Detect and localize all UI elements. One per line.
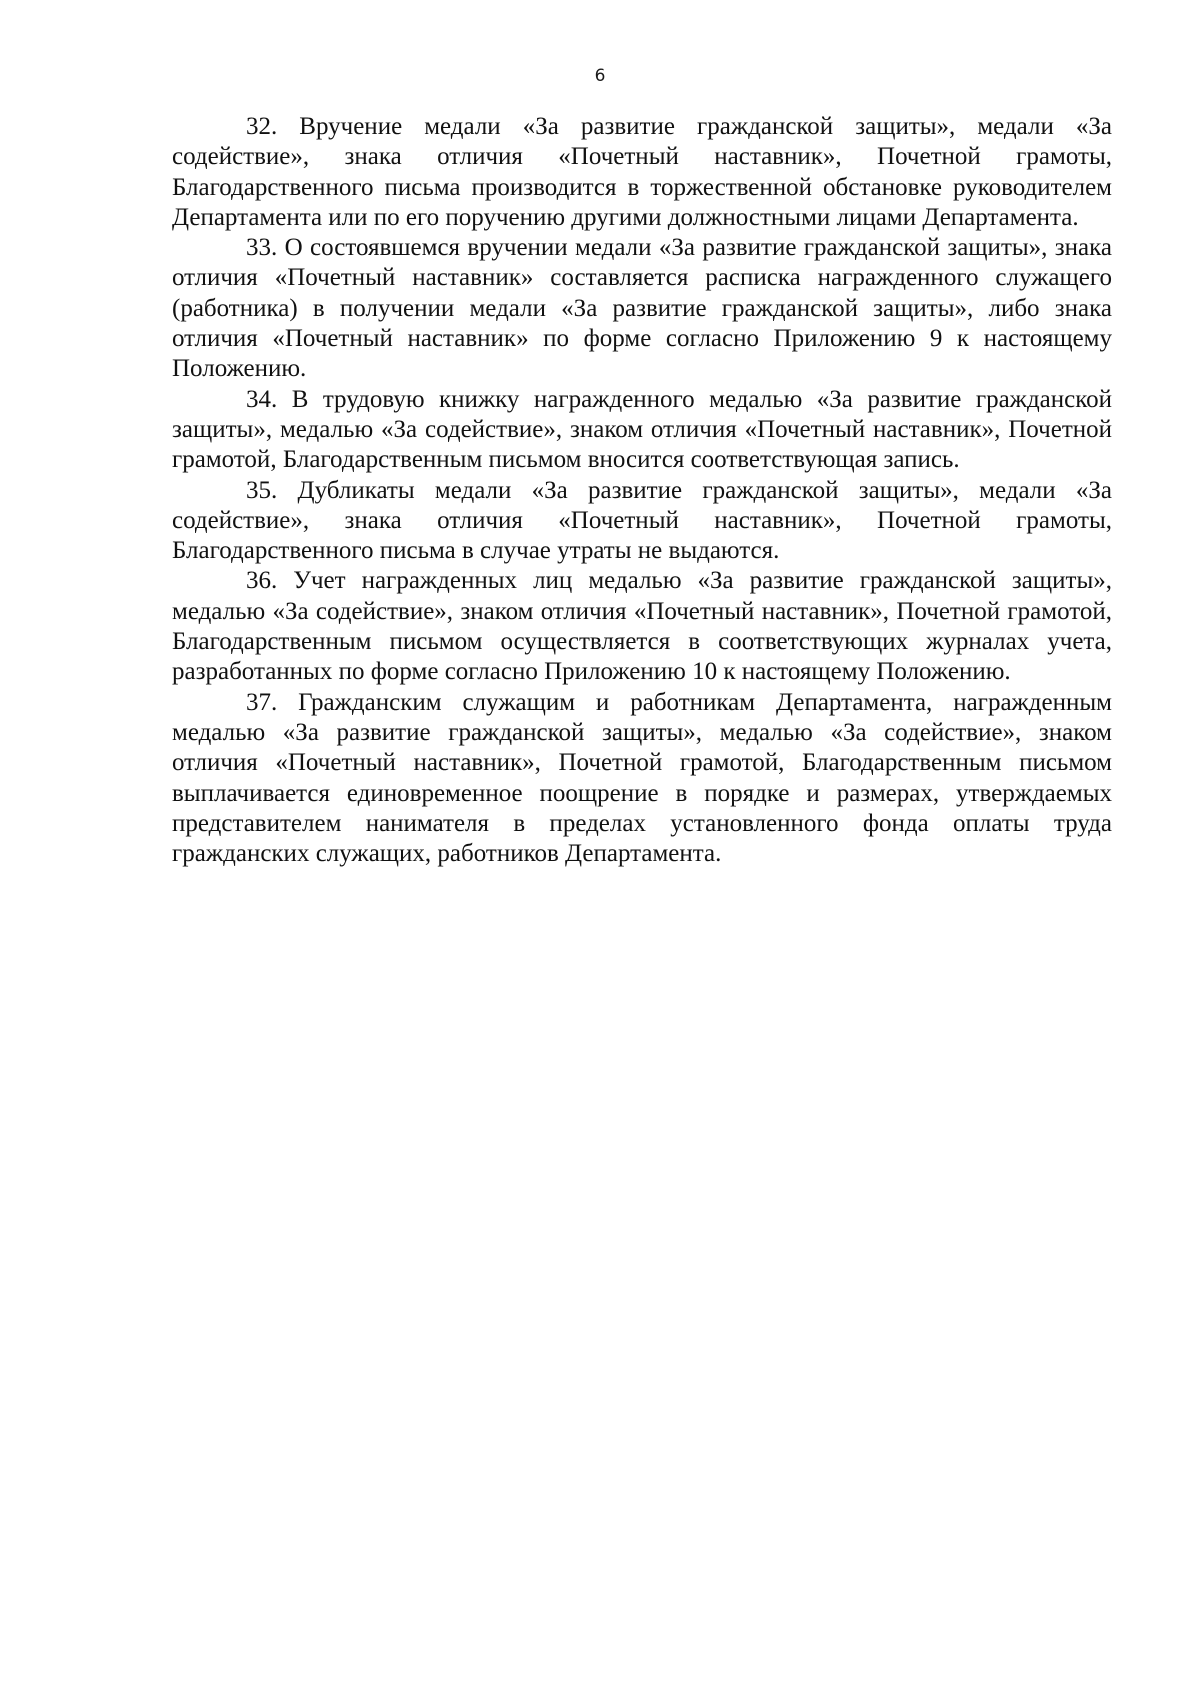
document-body <box>172 112 1112 869</box>
page-number: 6 <box>594 66 606 86</box>
paragraph-32: 32. Вручение медали «За развитие гражданской защиты», медали «За содействие», знака отличия «Почетный наставник», Почетной грамоты, Благодарственного письма производится в торжественной обстановке руководителем Департамента или по его поручению другими должностными лицами Департамента. <box>172 113 1112 231</box>
paragraph-36: 36. Учет награжденных лиц медалью «За развитие гражданской защиты», медалью «За содействие», знаком отличия «Почетный наставник», Почетной грамотой, Благодарственным письмом осуществляется в соответствующих журналах учета, разработанных по форме согласно Приложению 10 к настоящему Положению. <box>172 567 1112 686</box>
paragraph-33: 33. О состоявшемся вручении медали «За развитие гражданской защиты», знака отличия «Почетный наставник» составляется расписка награжденного служащего (работника) в получении медали «За развитие гражданской защиты», либо знака отличия «Почетный наставник» по форме согласно Приложению 9 к настоящему Положению. <box>172 234 1112 383</box>
paragraph-35: 35. Дубликаты медали «За развитие гражданской защиты», медали «За содействие», знака отличия «Почетный наставник», Почетной грамоты, Благодарственного письма в случае утраты не выдаются. <box>172 476 1112 565</box>
paragraph-37: 37. Гражданским служащим и работникам Департамента, награжденным медалью «За развитие гражданской защиты», медалью «За содействие», знаком отличия «Почетный наставник», Почетной грамотой, Благодарственным письмом выплачивается единовременное поощрение в порядке и размерах, утверждаемых представителем нанимателя в пределах установленного фонда оплаты труда гражданских служащих, работников Департамента. <box>172 688 1112 868</box>
paragraph-34: 34. В трудовую книжку награжденного медалью «За развитие гражданской защиты», медалью «За содействие», знаком отличия «Почетный наставник», Почетной грамотой, Благодарственным письмом вносится соответствующая запись. <box>172 385 1112 474</box>
